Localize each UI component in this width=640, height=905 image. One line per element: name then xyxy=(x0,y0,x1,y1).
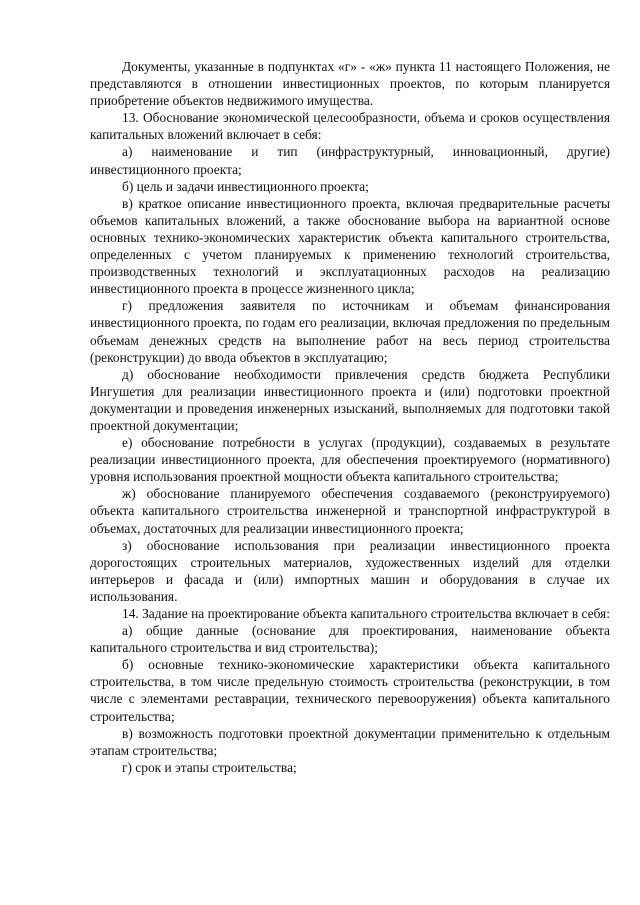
paragraph-14-a: а) общие данные (основание для проектирования, наименование объекта капитального строительства и вид строительства); xyxy=(90,623,610,656)
paragraph-13-g: г) предложения заявителя по источникам и объемам финансирования инвестиционного проекта, по годам его реализации, включая предложения по предельным объемам денежных средств на выполнение работ на весь период строительства (реконструкции) до ввода объектов в эксплуатацию; xyxy=(90,298,610,365)
paragraph-13-a: а) наименование и тип (инфраструктурный, инновационный, другие) инвестиционного проекта; xyxy=(90,144,610,177)
paragraph-13-zh: ж) обоснование планируемого обеспечения создаваемого (реконструируемого) объекта капитального строительства инженерной и транспортной инфраструктурой в объемах, достаточных для реализации инвестиционного проекта; xyxy=(90,486,610,536)
paragraph-13-b: б) цель и задачи инвестиционного проекта; xyxy=(122,178,369,194)
document-page xyxy=(90,58,610,776)
paragraph-13-e: е) обоснование потребности в услугах (продукции), создаваемых в результате реализации инвестиционного проекта, для обеспечения проектируемого (нормативного) уровня использования проектной мощности объекта капитального строительства; xyxy=(90,435,610,485)
paragraph-13-v: в) краткое описание инвестиционного проекта, включая предварительные расчеты объемов капитальных вложений, а также обоснование выбора на вариантной основе основных технико-экономических характеристик объекта капитального строительства, определенных с учетом планируемых к применению технологий строительства, производственных технологий и эксплуатационных расходов на реализацию инвестиционного проекта в процессе жизненного цикла; xyxy=(90,195,610,297)
paragraph-14-g: г) срок и этапы строительства; xyxy=(122,759,297,775)
paragraph-13-z: з) обоснование использования при реализации инвестиционного проекта дорогостоящих строительных материалов, художественных изделий для отделки интерьеров и фасада и (или) импортных машин и оборудования в случае их использования. xyxy=(90,537,610,604)
paragraph-documents-note: Документы, указанные в подпунктах «г» - «ж» пункта 11 настоящего Положения, не представляются в отношении инвестиционных проектов, по которым планируется приобретение объектов недвижимого имущества. xyxy=(90,59,610,109)
paragraph-13-intro: 13. Обоснование экономической целесообразности, объема и сроков осуществления капитальных вложений включает в себя: xyxy=(90,110,610,143)
paragraph-14-v: в) возможность подготовки проектной документации применительно к отдельным этапам строительства; xyxy=(90,725,610,758)
paragraph-14-intro: 14. Задание на проектирование объекта капитального строительства включает в себя: xyxy=(122,606,610,621)
paragraph-14-b: б) основные технико-экономические характеристики объекта капитального строительства, в том числе предельную стоимость строительства (реконструкции, в том числе с элементами реставрации, технического перевооружения) объекта капитального строительства; xyxy=(90,657,610,724)
paragraph-13-d: д) обоснование необходимости привлечения средств бюджета Республики Ингушетия для реализации инвестиционного проекта и (или) подготовки проектной документации и проведения инженерных изысканий, выполняемых для подготовки такой проектной документации; xyxy=(90,366,610,433)
